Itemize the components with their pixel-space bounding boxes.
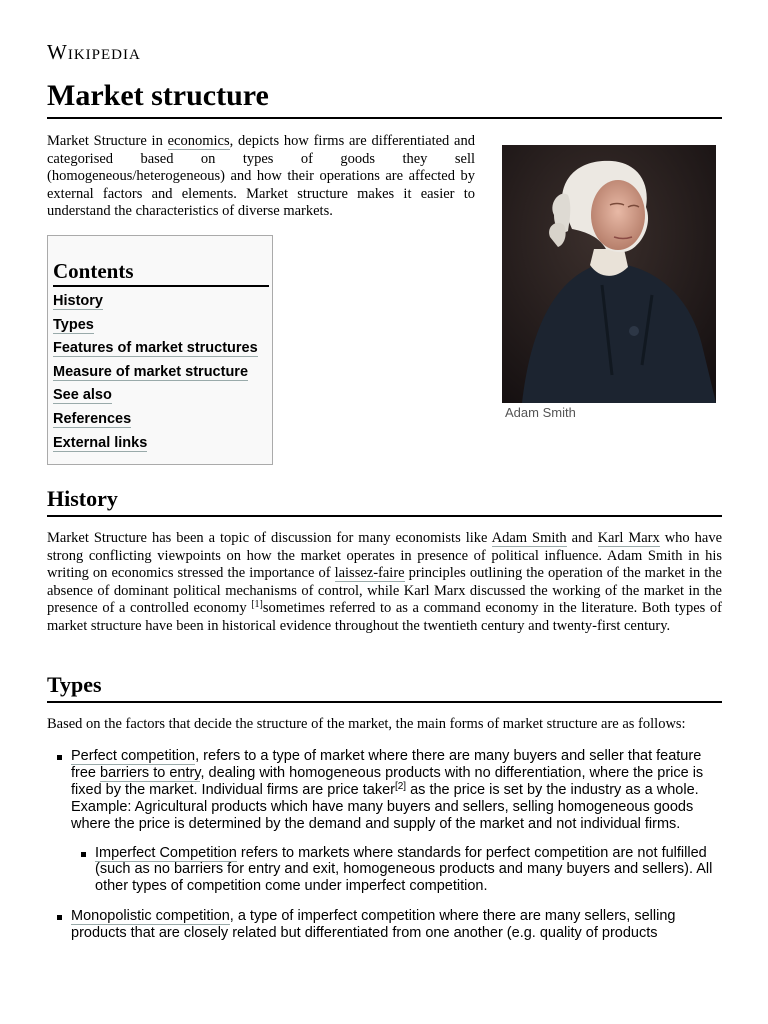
link-laissez-faire[interactable]: laissez-faire [334, 565, 405, 582]
toc-item-references[interactable]: References [53, 410, 132, 427]
section-heading-types: Types [47, 671, 722, 703]
list-item-imperfect-competition: Imperfect Competition refers to markets where standards for perfect competition are not fulfilled (such as no barriers for entry and exit, homogeneous products and many buyers and sellers). All other types of competition come under imperfect competition. [71, 845, 722, 896]
lead-text-2: , depicts how firms are differentiated and categorised based on types of goods they sell (homogeneous/heterogeneous) and how their operations are affected by external factors and elements. Market structure makes it easier to understand the characteristics of diverse markets. [47, 133, 475, 219]
toc-item-features[interactable]: Features of market structures [53, 340, 258, 357]
history-paragraph: Market Structure has been a topic of discussion for many economists like Adam Smith and Karl Marx who have strong conflicting viewpoints on how the market operates in presence of political influence. Adam Smith in his writing on economics stressed the importance of laissez-faire principles outlining the operation of the market in the absence of dominant political mechanisms of control, while Karl Marx discussed the working of the market in the presence of a controlled economy [1]sometimes referred to as a command economy in the literature. Both types of market structure have been in historical evidence throughout the twentieth century and twenty-first century. [47, 530, 723, 634]
page-title: Market structure [47, 76, 722, 119]
link-adam-smith[interactable]: Adam Smith [491, 530, 567, 546]
link-barriers-to-entry[interactable]: barriers to entry [100, 764, 201, 781]
toc-item-external-links[interactable]: External links [53, 434, 148, 451]
toc-item-measure[interactable]: Measure of market structure [53, 363, 249, 380]
link-monopolistic-competition[interactable]: Monopolistic competition [71, 908, 230, 925]
link-perfect-competition[interactable]: Perfect competition [71, 748, 196, 764]
toc-heading: Contents [53, 258, 269, 287]
lead-paragraph [47, 133, 475, 221]
reference-1[interactable]: [1] [251, 599, 263, 611]
toc-item-types[interactable]: Types [53, 316, 94, 333]
sub-list [71, 845, 722, 896]
types-intro: Based on the factors that decide the structure of the market, the main forms of market structure are as follows: [47, 716, 686, 732]
link-karl-marx[interactable]: Karl Marx [597, 530, 660, 546]
portrait-image[interactable] [502, 145, 716, 403]
article-figure [502, 145, 716, 420]
market-types-list [47, 748, 722, 955]
list-item-monopolistic-competition: Monopolistic competition, a type of imperfect competition where there are many sellers, selling products that are closely related but differentiated from one another (e.g. quality of products [47, 908, 722, 942]
link-imperfect-competition[interactable]: Imperfect Competition [95, 844, 237, 861]
figure-caption: Adam Smith [505, 405, 576, 420]
section-heading-history: History [47, 485, 722, 517]
wikipedia-wordmark[interactable]: Wikipedia [47, 40, 141, 64]
link-economics[interactable]: economics [167, 133, 230, 149]
toc-item-see-also[interactable]: See also [53, 387, 112, 404]
lead-text-1: Market Structure in [47, 133, 168, 149]
toc-item-history[interactable]: History [53, 293, 103, 309]
table-of-contents [47, 235, 273, 465]
toc-list [53, 293, 268, 458]
reference-2[interactable]: [2] [394, 780, 407, 792]
list-item-perfect-competition: Perfect competition, refers to a type of market where there are many buyers and seller that feature free barriers to entry, dealing with homogeneous products with no differentiation, where the price is fixed by the market. Individual firms are price taker[2] as the price is set by the industry as a whole. Example: Agricultural products which have many buyers and sellers, selling homogeneous goods where the price is determined by the demand and supply of the market and not individual firms. Imperfect Competition refers to markets where standards for perfect competition are not fulfilled (such as no barriers for entry and exit, homogeneous products and many buyers and sellers). All other types of competition come under imperfect competition. [47, 748, 722, 895]
